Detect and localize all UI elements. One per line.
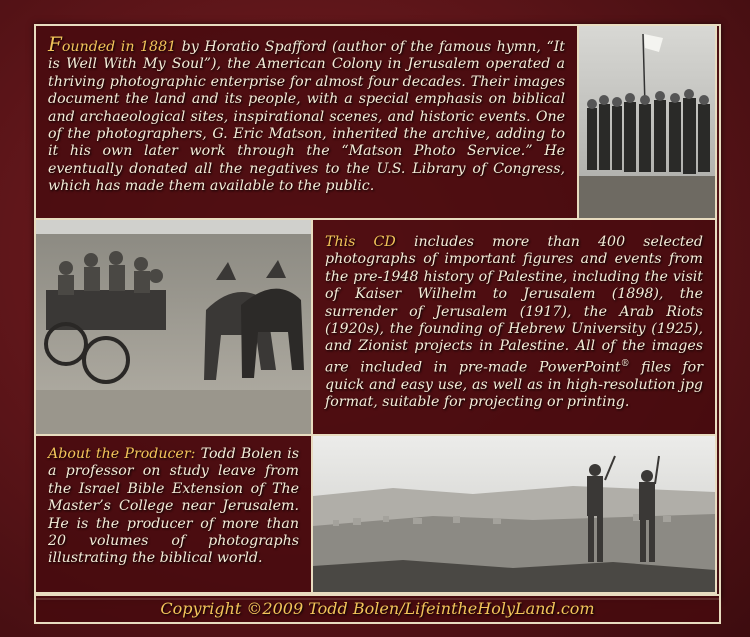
producer-body: Todd Bolen is a professor on study leave from the Israel Bible Extension of The Master’s College near Jerusalem. He is the producer of more than 20 volumes of photographs illustrating the biblical world. xyxy=(48,446,299,567)
drop-letter: F xyxy=(48,32,62,56)
photo-mule-cart xyxy=(34,218,313,436)
photo-surrender-group xyxy=(577,24,717,220)
photo-soldiers-jerusalem xyxy=(311,434,717,594)
intro-body: by Horatio Spafford (author of the famous hymn, “It is Well With My Soul”), the American Colony in Jerusalem operated a thriving photographic enterprise for almost four decades. Their images document the land and its people, with a special emphasis on biblical and archaeological sites, inspirational scenes, and historic events. One of the photographers, G. Eric Matson, inherited the archive, adding to it his own later work through the “Matson Photo Service.” He eventually donated all the negatives to the U.S. Library of Congress, which has made them available to the public. xyxy=(48,39,566,195)
producer-text xyxy=(48,446,299,568)
cd-body-2: files for quick and easy use, as well as in high-resolution jpg format, suitable for projecting or printing. xyxy=(325,359,703,411)
intro-panel xyxy=(34,24,579,220)
cd-text xyxy=(325,234,703,412)
producer-panel xyxy=(34,434,313,594)
cd-body: includes more than 400 selected photographs of important figures and events from the pre-1948 history of Palestine, including the visit of Kaiser Wilhelm to Jerusalem (1898), the surrender of Jerusalem (1917), the Arab Riots (1920s), the founding of Hebrew University (1925), and Zionist projects in Palestine. All of the images are included in pre-made PowerPoint xyxy=(325,234,703,376)
producer-highlight: About the Producer: xyxy=(48,446,196,462)
copyright-bar: Copyright ©2009 Todd Bolen/LifeintheHolyLand.com xyxy=(34,594,721,624)
intro-text xyxy=(48,32,566,196)
registered-mark: ® xyxy=(620,358,630,369)
intro-highlight: ounded in 1881 xyxy=(61,39,177,55)
cd-panel xyxy=(311,218,717,436)
cd-highlight: This CD xyxy=(325,234,396,250)
